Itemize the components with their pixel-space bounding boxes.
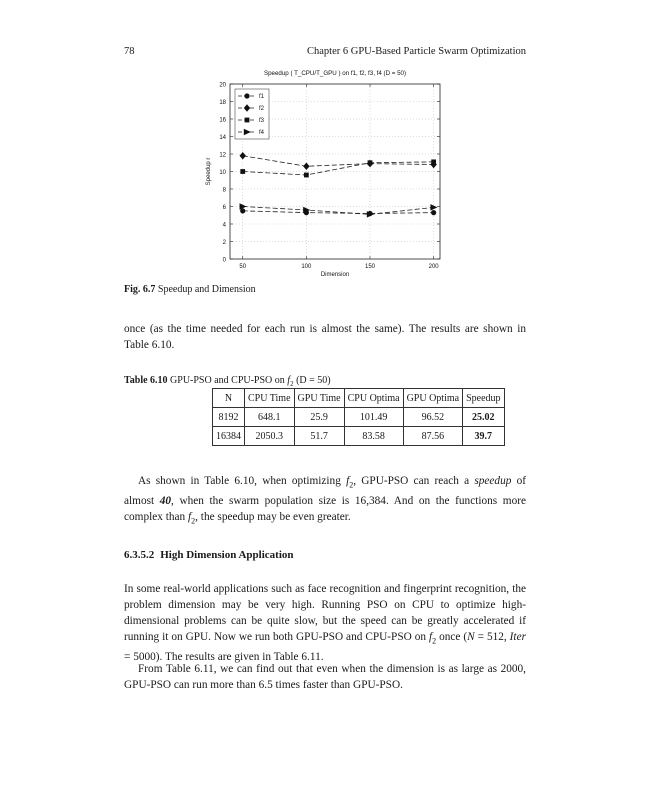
table-label: Table 6.10 (124, 375, 168, 386)
table-header-cell: CPU Optima (344, 389, 403, 408)
speedup-chart (150, 62, 450, 277)
running-header: Chapter 6 GPU-Based Particle Swarm Optimization (307, 46, 526, 57)
p3-text: = 512, (477, 631, 507, 643)
table-cell-speedup: 39.7 (463, 427, 504, 446)
results-table (212, 388, 505, 446)
y-tick-label: 4 (222, 222, 226, 229)
p2-text: of almost (124, 475, 527, 508)
table-cell: 51.7 (294, 427, 344, 446)
x-tick-label: 100 (301, 264, 312, 270)
p3-sub: 2 (432, 636, 437, 646)
table-cell: 96.52 (403, 408, 463, 427)
y-tick-label: 10 (219, 170, 226, 176)
x-tick-label: 150 (364, 264, 376, 270)
table-cell: 83.58 (344, 427, 403, 446)
y-tick-label: 8 (222, 187, 226, 194)
legend-label: f4 (259, 130, 265, 136)
table-header-cell: Speedup (463, 389, 504, 408)
table-cell: 8192 (213, 408, 245, 427)
table-cell: 25.9 (294, 408, 344, 427)
y-tick-label: 18 (219, 100, 226, 106)
y-tick-label: 14 (219, 135, 226, 141)
y-tick-label: 16 (219, 117, 226, 124)
figure-caption (124, 284, 256, 295)
p2-text: , GPU-PSO can reach a (353, 475, 470, 487)
legend (235, 89, 269, 139)
section-heading (124, 549, 300, 561)
p3-var: N (467, 631, 475, 643)
data-point-f3 (368, 160, 373, 165)
page-number: 78 (124, 46, 135, 57)
table-cell: 101.49 (344, 408, 403, 427)
legend-label: f1 (259, 94, 265, 100)
section-title: High Dimension Application (160, 549, 294, 561)
data-point-f1 (431, 210, 436, 215)
p3-text: once ( (439, 631, 468, 643)
p2-emph: speedup (474, 475, 512, 487)
p2-sub: 2 (349, 480, 354, 490)
p2-sub: 2 (191, 516, 196, 526)
y-tick-label: 2 (222, 240, 226, 246)
figure-label: Fig. 6.7 (124, 284, 156, 295)
p3-var: Iter (509, 631, 526, 643)
table-header-cell: N (213, 389, 245, 408)
table-caption-cond: (D = 50) (296, 375, 331, 386)
y-axis-label: Speedup r (206, 157, 212, 186)
p2-func: f (188, 511, 192, 524)
p2-text: , the speedup may be even greater. (195, 511, 351, 524)
table-row (213, 408, 505, 427)
p3-text: = 5000). The results are given in Table 6.11. (124, 651, 324, 664)
table-row (213, 427, 505, 446)
legend-marker (244, 93, 249, 98)
p2-func: f (346, 475, 350, 487)
paragraph-2 (124, 473, 526, 530)
section-number: 6.3.5.2 (124, 549, 155, 561)
y-tick-label: 12 (219, 152, 226, 159)
x-axis-label: Dimension (320, 272, 350, 278)
table-cell-speedup: 25.02 (463, 408, 504, 427)
figure-caption-text: Speedup and Dimension (157, 284, 256, 295)
table-caption-func: f (287, 375, 291, 386)
paragraph-1: once (as the time needed for each run is almost the same). The results are shown in Table 6.10. (124, 323, 526, 351)
table-caption-text: GPU-PSO and CPU-PSO on (170, 375, 285, 386)
table-header-row (213, 389, 505, 408)
p2-text: , when the swarm population size is 16,384. And on the functions more complex than (124, 495, 526, 524)
legend-marker (245, 118, 250, 123)
table-header-cell: CPU Time (245, 389, 295, 408)
table-caption (124, 375, 331, 388)
p3-text: In some real-world applications such as face recognition and fingerprint recognition, the problem dimension may be very high. Running PSO on CPU to optimize high-dimensional problems can be quite slow, but the speed can be greatly accelerated if running it on GPU. Now we run both GPU-PSO and CPU-PSO on (124, 583, 526, 643)
table-cell: 648.1 (245, 408, 295, 427)
x-tick-label: 200 (428, 264, 439, 270)
legend-label: f2 (259, 106, 265, 112)
x-tick-label: 50 (239, 264, 247, 270)
p2-number: 40 (159, 495, 172, 508)
table-caption-sub: 2 (290, 380, 294, 388)
legend-label: f3 (259, 118, 265, 124)
table-header-cell: GPU Time (294, 389, 344, 408)
p3-func: f (428, 631, 433, 643)
table-header-cell: GPU Optima (403, 389, 463, 408)
p2-text: As shown in Table 6.10, when optimizing (138, 475, 341, 487)
y-tick-label: 0 (222, 257, 226, 264)
paragraph-3 (124, 581, 526, 665)
data-point-f3 (304, 173, 309, 178)
table-cell: 87.56 (403, 427, 463, 446)
data-point-f3 (431, 159, 436, 164)
table-cell: 2050.3 (245, 427, 295, 446)
y-tick-label: 6 (222, 205, 226, 211)
data-point-f3 (240, 169, 245, 174)
chart-title: Speedup ( T_CPU/T_GPU ) on f1, f2, f3, f4 (D = 50) (263, 70, 407, 77)
y-tick-label: 20 (219, 82, 226, 89)
paragraph-4: From Table 6.11, we can find out that even when the dimension is as large as 2000, GPU-PSO can run more than 6.5 times faster than GPU-PSO. (124, 663, 526, 691)
table-cell: 16384 (213, 427, 245, 446)
